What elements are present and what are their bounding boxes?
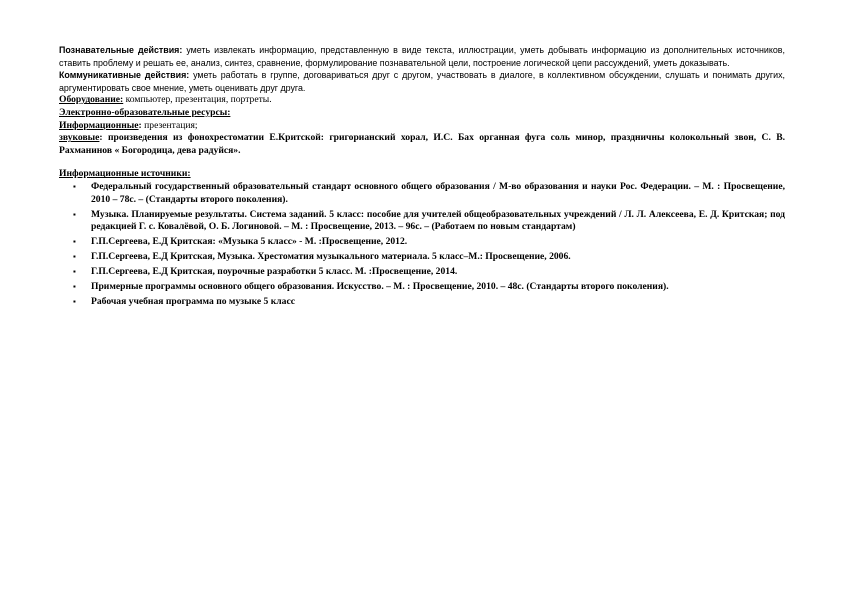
sound-resources-colon: :	[99, 132, 103, 144]
square-bullet-icon: ▪	[73, 181, 76, 191]
electronic-resources-line	[59, 107, 785, 120]
square-bullet-icon: ▪	[73, 237, 76, 247]
information-sources-list	[59, 181, 785, 309]
square-bullet-icon: ▪	[73, 267, 76, 277]
information-sources-heading-line	[59, 168, 785, 181]
information-sources-heading: Информационные источники:	[59, 168, 191, 180]
sound-resources-label: звуковые	[59, 132, 100, 144]
list-item	[73, 180, 785, 206]
communicative-actions-paragraph	[59, 69, 785, 94]
source-text: Федеральный государственный образовательный стандарт основного общего образования / М-во образования и науки Рос. Федерации. – М. : Просвещение, 2010 – 78с. – (Стандарты второго поколения).	[91, 180, 785, 205]
equipment-line	[59, 94, 785, 107]
source-text: Примерные программы основного общего образования. Искусство. – М. : Просвещение, 2010. – 48с. (Стандарты второго поколения).	[91, 281, 669, 293]
square-bullet-icon: ▪	[73, 297, 76, 307]
list-item	[73, 296, 785, 309]
cognitive-actions-paragraph	[59, 44, 785, 69]
square-bullet-icon: ▪	[73, 282, 76, 292]
sound-resources-paragraph	[59, 132, 785, 157]
equipment-label: Оборудование:	[59, 94, 124, 106]
cognitive-actions-text: уметь извлекать информацию, представленную в виде текста, иллюстрации, уметь добывать информацию из дополнительных источников, ставить проблему и решать ее, анализ, синтез, сравнение, формулирование познавательной цели, построение логической цепи рассуждений, уметь доказывать.	[59, 45, 785, 68]
informational-resources-colon: :	[138, 119, 142, 131]
list-item	[73, 208, 785, 234]
informational-resources-text: презентация;	[141, 119, 198, 131]
informational-resources-label: Информационные	[59, 119, 139, 131]
list-item	[73, 251, 785, 264]
square-bullet-icon: ▪	[73, 209, 76, 219]
source-text: Музыка. Планируемые результаты. Система заданий. 5 класс: пособие для учителей общеобразовательных учреждений / Л. Л. Алексеева, Е. Д. Критская; под редакцией Г. с. Ковалёвой, О. Б. Логиновой. – М. : Просвещение, 2013. – 96с. – (Работаем по новым стандартам)	[91, 208, 785, 233]
list-item	[73, 266, 785, 279]
source-text: Г.П.Сергеева, Е.Д Критская, Музыка. Хрестоматия музыкального материала. 5 класс–М.: Просвещение, 2006.	[91, 251, 571, 263]
source-text: Г.П.Сергеева, Е.Д Критская: «Музыка 5 класс» - М. :Просвещение, 2012.	[91, 236, 408, 248]
list-item	[73, 236, 785, 249]
source-text: Рабочая учебная программа по музыке 5 класс	[91, 296, 295, 308]
source-text: Г.П.Сергеева, Е.Д Критская, поурочные разработки 5 класс. М. :Просвещение, 2014.	[91, 266, 458, 278]
cognitive-actions-label: Познавательные действия:	[59, 45, 183, 55]
spacer	[59, 157, 785, 168]
informational-resources-line	[59, 120, 785, 133]
communicative-actions-label: Коммуникативные действия:	[59, 70, 190, 81]
document-page	[59, 44, 785, 311]
square-bullet-icon: ▪	[73, 252, 76, 262]
electronic-resources-label: Электронно-образовательные ресурсы:	[59, 106, 231, 118]
sound-resources-text: произведения из фонохрестоматии Е.Критской: григорианский хорал, И.С. Бах органная фуга соль минор, праздничны колокольный звон, С. В. Рахманинов « Богородица, дева радуйся».	[59, 132, 785, 156]
communicative-actions-text: уметь работать в группе, договариваться друг с другом, участвовать в диалоге, в коллективном обсуждении, слушать и понимать других, аргументировать свое мнение, уметь оценивать друг друга.	[59, 70, 786, 93]
equipment-text: компьютер, презентация, портреты.	[123, 94, 272, 106]
list-item	[73, 281, 785, 294]
